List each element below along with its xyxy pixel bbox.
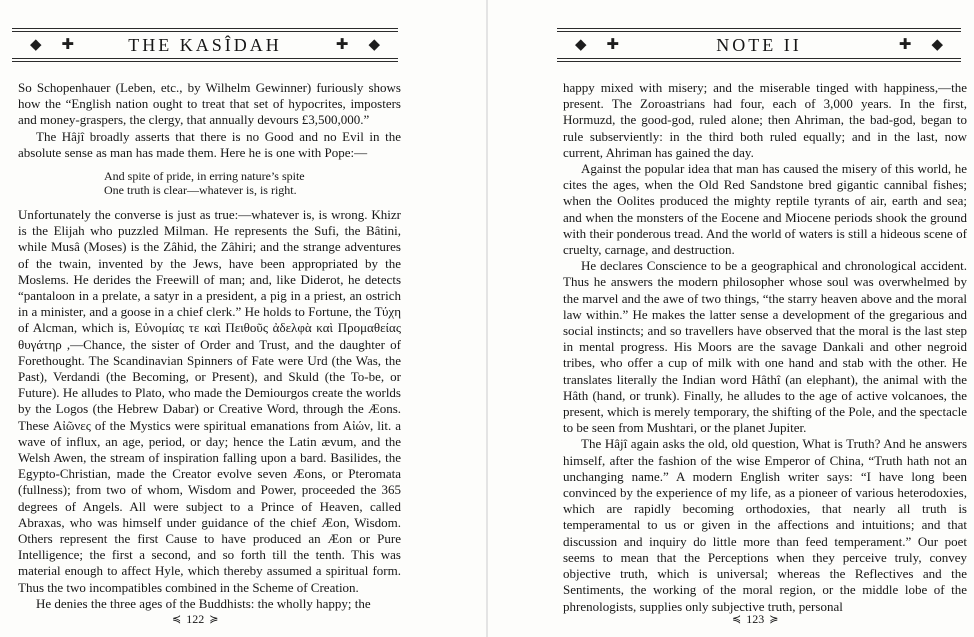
paragraph: So Schopenhauer (Leben, etc., by Wilhelm Gewinner) furiously shows how the “English nation ought to treat that set of hypocrites, imposters and money-graspers, the clergy, that annually devours £3,500,000.”	[18, 80, 401, 128]
page-number-ornament-left-icon: ≼	[172, 613, 182, 626]
left-header-ornaments-start	[30, 38, 74, 53]
running-head-title: THE KASÎDAH	[128, 35, 282, 55]
paragraph: happy mixed with misery; and the miserable tinged with happiness,—the present. The Zoroastrians had four, each of 3,000 years. In the first, Hormuzd, the good-god, ruled alone; then Ahriman, the bad-god, began to rule subserviently: in the third both ruled equally; and in the last, now current, Ahriman has gained the day.	[563, 80, 967, 160]
header-bottom-rule-outer	[557, 61, 961, 62]
page-number-ornament-right-icon: ≽	[209, 613, 219, 626]
left-page-body	[18, 80, 401, 612]
running-head-title: NOTE II	[716, 35, 802, 55]
paragraph: Against the popular idea that man has caused the misery of this world, he cites the ages, when the Old Red Sandstone bred gigantic cannibal fishes; when the Oolites produced the mighty reptile tyrants of air, earth and sea; and when the monsters of the Eocene and Miocene periods shook the ground with their ponderous tread. And the world of waters is still a hideous scene of cruelty, carnage, and destruction.	[563, 161, 967, 258]
right-page-body	[563, 80, 967, 615]
diamond-ornament-icon: ◆	[368, 36, 380, 53]
header-bottom-rule-inner	[12, 58, 398, 59]
header-top-rule-inner	[557, 31, 961, 32]
right-header-row	[557, 34, 961, 56]
header-bottom-rule-inner	[557, 58, 961, 59]
cross-ornament-icon: ✚	[61, 36, 75, 53]
header-top-rule-inner	[12, 31, 398, 32]
paragraph: He declares Conscience to be a geographical and chronological accident. Thus he answers the modern philosopher whose soul was overwhelmed by the marvel and the awe of two things, “the starry heaven above and the moral law within.” He makes the latter sense a development of the gregarious and social instincts; and so travellers have observed that the moral is the last step in mental progress. His Moors are the savage Dankali and other negroid tribes, who offer a cup of milk with one hand and stab with the other. He translates literally the Indian word Hâthî (an elephant), the animal with the Hâth (hand, or trunk). Finally, he alludes to the age of active volcanoes, the present, which is merely temporary, the shifting of the Pole, and the spectacle to be seen from Mushtari, or the planet Jupiter.	[563, 258, 967, 436]
paragraph: Unfortunately the converse is just as true:—whatever is, is wrong. Khizr is the Elijah who puzzled Milman. He represents the Sufi, the Bâtini, while Musâ (Moses) is the Zâhid, the Zâhiri; and the strange adventures of the twain, invented by the Jews, have been appropriated by the Moslems. He derides the Freewill of man; and, like Diderot, he detects “pantaloon in a prelate, a satyr in a president, a pig in a priest, an ostrich in a minister, and a goose in a chief clerk.” He holds to Fortune, the Τύχη of Alcman, which is, Εὐνομίας τε καὶ Πειθοῦς ἀδελφὰ καὶ Προμαθείας θυγάτηρ ,—Chance, the sister of Order and Trust, and the daughter of Forethought. The Scandinavian Spinners of Fate were Urd (the Was, the Past), Verdandi (the Becoming, or Present), and Skuld (the To-be, or Future). He alludes to Plato, who made the Demiourgos create the worlds by the Logos (the Hebrew Dabar) or Creative Word, through the Æons. These Αἰῶνες of the Mystics were spiritual emanations from Αἰών, lit. a wave of influx, an age, period, or day; hence the Latin ævum, and the Welsh Awen, the stream of inspiration falling upon a bard. Basilides, the Egypto-Christian, made the Creator evolve seven Æons, or Pteromata (fullness); from two of whom, Wisdom and Power, proceeded the 365 degrees of Angels. All were subject to a Prince of Heaven, called Abraxas, who was himself under guidance of the chief Æon, Wisdom. Others represent the first Cause to have produced an Æon or Pure Intelligence; the first a second, and so forth till the tenth. This was material enough to affect Hyle, which thereby assumed a spiritual form. Thus the two incompatibles combined in the Scheme of Creation.	[18, 207, 401, 595]
page-number-ornament-left-icon: ≼	[732, 613, 742, 626]
header-top-rule-outer	[12, 28, 398, 29]
paragraph: The Hâjî again asks the old, old question, What is Truth? And he answers himself, after the fashion of the wise Emperor of China, “Truth hath not an unchanging name.” A modern English writer says: “I have long been convinced by the experience of my life, as a pioneer of various heterodoxies, which are rapidly becoming orthodoxies, that nearly all truth is temperamental to us or given in the affections and intuitions; and that discussion and inquiry do little more than feed temperament.” Our poet seems to mean that the Perceptions when they perceive truly, convey objective truth, which is universal; whereas the Reflectives and the Sentiments, the working of the moral region, or the middle lobe of the phrenologists, supplies only subjective truth, personal	[563, 436, 967, 614]
left-header-row	[12, 34, 398, 56]
diamond-ornament-icon: ◆	[575, 36, 587, 53]
diamond-ornament-icon: ◆	[931, 36, 943, 53]
page-number-value: 123	[746, 612, 765, 627]
page-number-value: 122	[186, 612, 205, 627]
cross-ornament-icon: ✚	[898, 36, 912, 53]
page-number-ornament-right-icon: ≽	[769, 613, 779, 626]
header-top-rule-outer	[557, 28, 961, 29]
paragraph: The Hâjî broadly asserts that there is no Good and no Evil in the absolute sense as man has made them. Here he is one with Pope:—	[18, 128, 401, 160]
right-page	[487, 0, 974, 637]
cross-ornament-icon: ✚	[335, 36, 349, 53]
header-bottom-rule-outer	[12, 61, 398, 62]
right-header-ornaments-end	[899, 38, 943, 53]
right-page-number	[732, 612, 778, 625]
cross-ornament-icon: ✚	[606, 36, 620, 53]
paragraph: He denies the three ages of the Buddhists: the wholly happy; the	[36, 595, 371, 611]
verse-quote	[104, 169, 364, 197]
left-header-ornaments-end	[336, 38, 380, 53]
right-header-ornaments-start	[575, 38, 619, 53]
verse-line: And spite of pride, in erring nature’s spite	[104, 169, 305, 184]
right-page-header	[557, 28, 961, 62]
verse-line: One truth is clear—whatever is, is right.	[104, 183, 297, 198]
left-page-number	[172, 612, 218, 625]
diamond-ornament-icon: ◆	[30, 36, 42, 53]
left-page-header	[12, 28, 398, 62]
